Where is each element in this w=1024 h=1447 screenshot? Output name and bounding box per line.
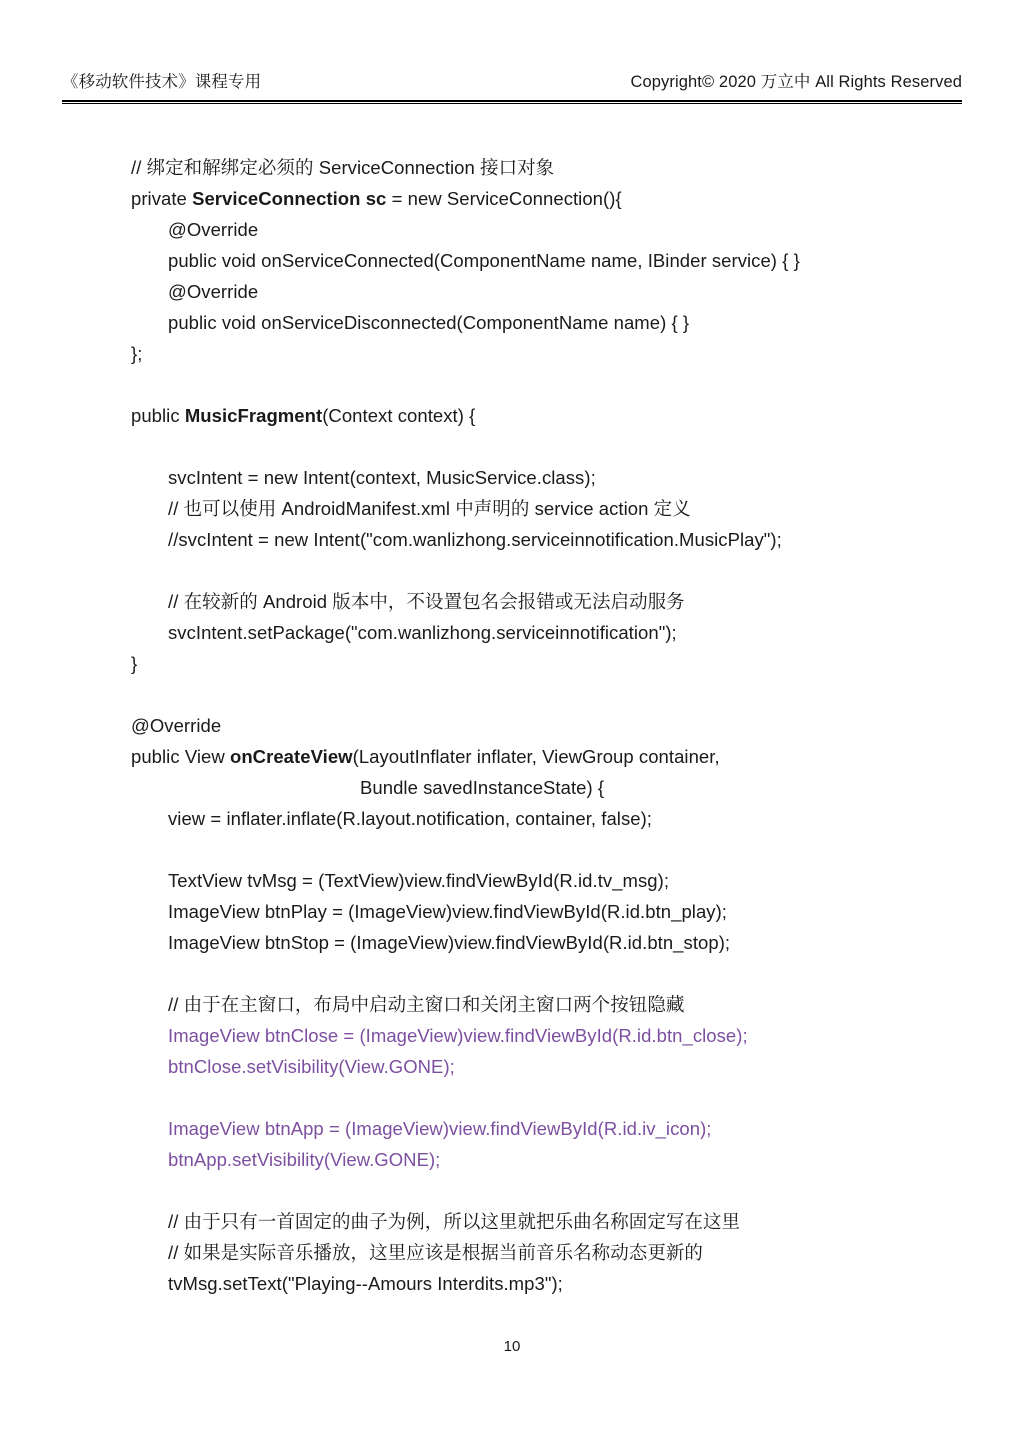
code-blank-line: [131, 834, 981, 865]
code-keyword: ServiceConnection sc: [192, 188, 387, 209]
code-text: TextView tvMsg = (TextView)view.findViewById(R.id.tv_msg);: [168, 870, 670, 891]
code-text: @Override: [131, 715, 222, 736]
code-keyword: MusicFragment: [184, 405, 323, 426]
code-listing: [131, 152, 981, 1299]
code-text: [131, 1180, 136, 1201]
code-blank-line: [131, 679, 981, 710]
code-blank-line: [131, 431, 981, 462]
code-text: svcIntent.setPackage("com.wanlizhong.serviceinnotification");: [168, 622, 677, 643]
code-text: [131, 436, 136, 457]
code-text: @Override: [168, 281, 259, 302]
code-line: [131, 214, 981, 245]
code-blank-line: [131, 958, 981, 989]
code-keyword: onCreateView: [229, 746, 353, 767]
code-line: [131, 1020, 981, 1051]
code-line: [131, 896, 981, 927]
code-text: // 如果是实际音乐播放，这里应该是根据当前音乐名称动态更新的: [168, 1242, 703, 1263]
code-text: Bundle savedInstanceState) {: [360, 777, 605, 798]
code-line: [131, 803, 981, 834]
code-text: ImageView btnPlay = (ImageView)view.findViewById(R.id.btn_play);: [168, 901, 727, 922]
code-text: [131, 839, 136, 860]
code-blank-line: [131, 369, 981, 400]
code-text: [131, 684, 136, 705]
code-line: [131, 152, 981, 183]
code-text: btnClose.setVisibility(View.GONE);: [168, 1056, 455, 1077]
code-line: [131, 1237, 981, 1268]
code-text: // 在较新的 Android 版本中，不设置包名会报错或无法启动服务: [168, 591, 685, 612]
code-line: [131, 245, 981, 276]
code-text: // 也可以使用 AndroidManifest.xml 中声明的 service action 定义: [168, 498, 691, 519]
code-line: [131, 307, 981, 338]
code-text: = new ServiceConnection(){: [386, 188, 622, 209]
code-text: ImageView btnApp = (ImageView)view.findViewById(R.id.iv_icon);: [168, 1118, 712, 1139]
header-divider-rule: [62, 100, 962, 104]
code-line: [131, 276, 981, 307]
code-line: [131, 586, 981, 617]
code-line: [131, 865, 981, 896]
code-text: svcIntent = new Intent(context, MusicService.class);: [168, 467, 596, 488]
code-text: btnApp.setVisibility(View.GONE);: [168, 1149, 441, 1170]
code-line: [131, 741, 981, 772]
code-text: (LayoutInflater inflater, ViewGroup container,: [352, 746, 720, 767]
code-text: view = inflater.inflate(R.layout.notification, container, false);: [168, 808, 652, 829]
code-text: [131, 560, 136, 581]
code-line: [131, 462, 981, 493]
code-line: [131, 524, 981, 555]
header-rule-thick: [62, 100, 962, 102]
code-text: };: [131, 343, 143, 364]
code-line: [131, 710, 981, 741]
code-line: [131, 927, 981, 958]
code-text: [131, 1087, 136, 1108]
code-line: [131, 1113, 981, 1144]
header-rule-thin: [62, 103, 962, 104]
code-text: // 绑定和解绑定必须的 ServiceConnection 接口对象: [131, 157, 555, 178]
code-text: // 由于在主窗口，布局中启动主窗口和关闭主窗口两个按钮隐藏: [168, 994, 685, 1015]
code-line: [131, 1268, 981, 1299]
code-text: public void onServiceDisconnected(ComponentName name) { }: [168, 312, 690, 333]
code-text: }: [131, 653, 138, 674]
header-course-title: 《移动软件技术》课程专用: [62, 73, 262, 91]
code-text: public View: [131, 746, 230, 767]
code-line: [131, 493, 981, 524]
code-line: [131, 648, 981, 679]
code-text: [131, 963, 136, 984]
code-blank-line: [131, 555, 981, 586]
page-number: 10: [503, 1338, 521, 1355]
code-text: private: [131, 188, 193, 209]
code-text: public: [131, 405, 185, 426]
code-text: public void onServiceConnected(ComponentName name, IBinder service) { }: [168, 250, 800, 271]
code-line: [131, 1144, 981, 1175]
code-line: [131, 338, 981, 369]
page-header: [62, 68, 962, 92]
code-line: [131, 989, 981, 1020]
code-text: ImageView btnClose = (ImageView)view.findViewById(R.id.btn_close);: [168, 1025, 748, 1046]
code-line: [131, 617, 981, 648]
code-text: [131, 374, 136, 395]
code-text: tvMsg.setText("Playing--Amours Interdits.mp3");: [168, 1273, 563, 1294]
code-blank-line: [131, 1175, 981, 1206]
code-line: [131, 772, 981, 803]
code-text: @Override: [168, 219, 259, 240]
code-line: [131, 400, 981, 431]
header-copyright: Copyright© 2020 万立中 All Rights Reserved: [630, 73, 962, 91]
code-blank-line: [131, 1082, 981, 1113]
code-text: ImageView btnStop = (ImageView)view.findViewById(R.id.btn_stop);: [168, 932, 731, 953]
code-text: //svcIntent = new Intent("com.wanlizhong.serviceinnotification.MusicPlay");: [168, 529, 782, 550]
code-text: // 由于只有一首固定的曲子为例，所以这里就把乐曲名称固定写在这里: [168, 1211, 741, 1232]
code-text: (Context context) {: [322, 405, 476, 426]
code-line: [131, 183, 981, 214]
code-line: [131, 1051, 981, 1082]
code-line: [131, 1206, 981, 1237]
